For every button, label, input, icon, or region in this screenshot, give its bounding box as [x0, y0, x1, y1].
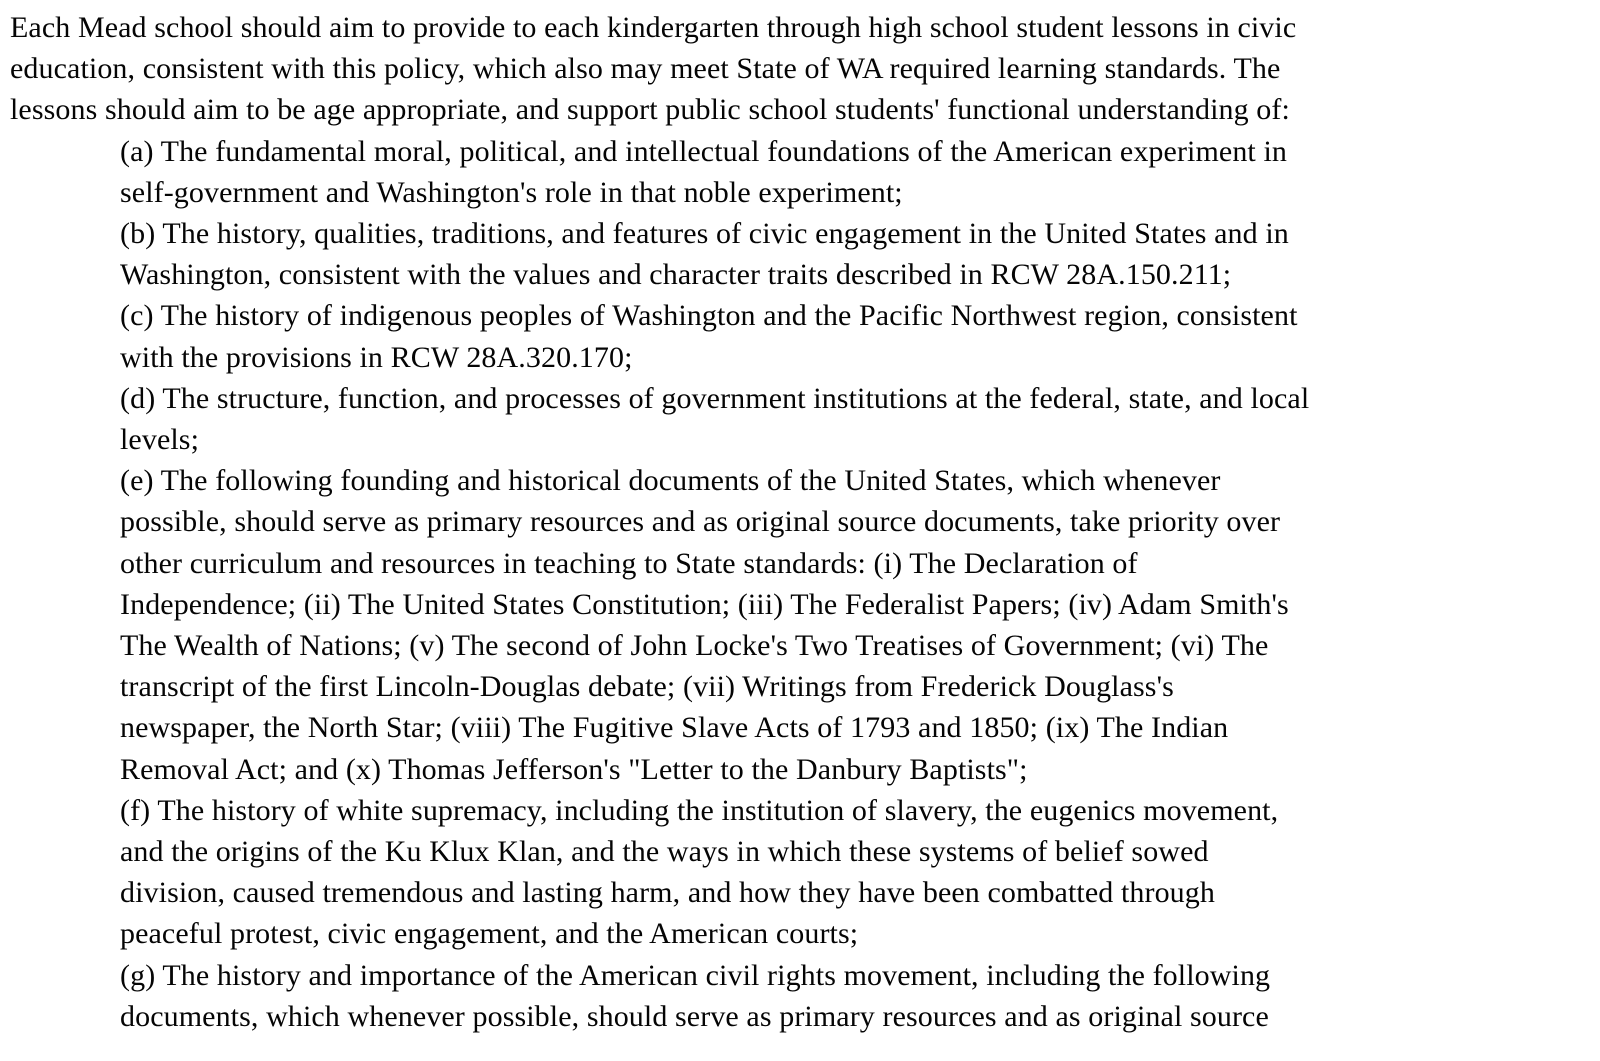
intro-paragraph: [10, 7, 1600, 131]
text-line: other curriculum and resources in teaching to State standards: (i) The Declaration of: [120, 546, 1138, 580]
text-line: (g) The history and importance of the American civil rights movement, including the following: [120, 958, 1271, 992]
list-item-g: [10, 955, 1600, 1037]
list-item-e: [10, 460, 1600, 790]
text-line: (d) The structure, function, and processes of government institutions at the federal, state, and local: [120, 381, 1310, 415]
text-line: Removal Act; and (x) Thomas Jefferson's "Letter to the Danbury Baptists";: [120, 752, 1028, 786]
text-line: (c) The history of indigenous peoples of Washington and the Pacific Northwest region, consistent: [120, 299, 1298, 333]
text-line: Washington, consistent with the values and character traits described in RCW 28A.150.211;: [120, 258, 1232, 292]
text-line: and the origins of the Ku Klux Klan, and the ways in which these systems of belief sowed: [120, 835, 1209, 869]
text-line: with the provisions in RCW 28A.320.170;: [120, 340, 633, 374]
list-item-f: [10, 790, 1600, 955]
text-line: lessons should aim to be age appropriate, and support public school students' functional understanding of:: [10, 93, 1290, 127]
text-line: The Wealth of Nations; (v) The second of John Locke's Two Treatises of Government; (vi) The: [120, 629, 1269, 663]
text-line: education, consistent with this policy, which also may meet State of WA required learning standards. The: [10, 52, 1281, 86]
text-line: (e) The following founding and historical documents of the United States, which whenever: [120, 464, 1221, 498]
text-line: newspaper, the North Star; (viii) The Fugitive Slave Acts of 1793 and 1850; (ix) The Indian: [120, 711, 1229, 745]
text-line: Each Mead school should aim to provide to each kindergarten through high school student lessons in civic: [10, 11, 1297, 44]
text-line: transcript of the first Lincoln-Douglas debate; (vii) Writings from Frederick Douglass's: [120, 670, 1174, 704]
text-line: Independence; (ii) The United States Constitution; (iii) The Federalist Papers; (iv) Adam Smith's: [120, 587, 1289, 621]
text-line: levels;: [120, 423, 200, 457]
list-item-a: [10, 131, 1600, 213]
list-item-c: [10, 295, 1600, 377]
text-line: possible, should serve as primary resources and as original source documents, take priority over: [120, 505, 1281, 539]
text-line: peaceful protest, civic engagement, and the American courts;: [120, 917, 859, 951]
text-line: (b) The history, qualities, traditions, and features of civic engagement in the United States and in: [120, 217, 1289, 251]
text-line: division, caused tremendous and lasting harm, and how they have been combatted through: [120, 876, 1215, 910]
text-line: documents, which whenever possible, should serve as primary resources and as original source: [120, 999, 1269, 1033]
list-item-d: [10, 378, 1600, 460]
list-item-b: [10, 213, 1600, 295]
text-line: (a) The fundamental moral, political, and intellectual foundations of the American experiment in: [120, 134, 1287, 168]
text-line: (f) The history of white supremacy, including the institution of slavery, the eugenics movement,: [120, 793, 1279, 827]
text-line: self-government and Washington's role in that noble experiment;: [120, 175, 903, 209]
